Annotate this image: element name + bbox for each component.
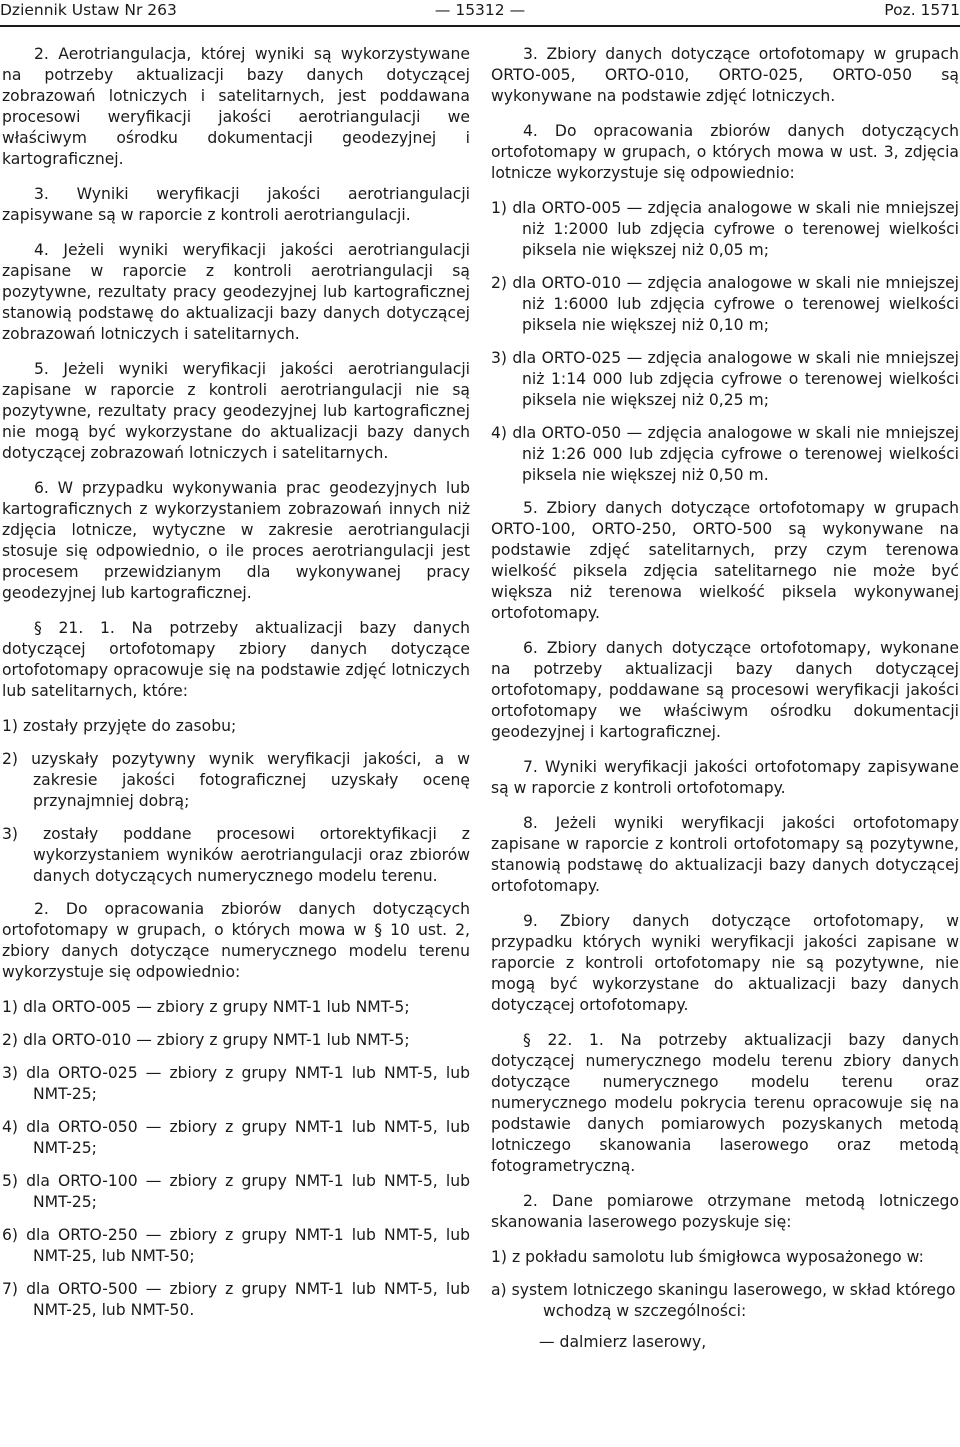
list-item: 1) dla ORTO-005 — zdjęcia analogowe w skali nie mniejszej niż 1:2000 lub zdjęcia cyfrowe o terenowej wielkości piksela nie większej niż 0,05 m; (491, 199, 959, 259)
list-item: 1) dla ORTO-005 — zbiory z grupy NMT-1 lub NMT-5; (2, 998, 410, 1016)
paragraph-7: 7. Wyniki weryfikacji jakości ortofotomapy zapisywane są w raporcie z kontroli ortofotomapy. (491, 758, 959, 797)
paragraph-5: 5. Zbiory danych dotyczące ortofotomapy w grupach ORTO-100, ORTO-250, ORTO-500 są wykonywane na podstawie zdjęć satelitarnych, przy czym terenowa wielkość piksela zdjęcia satelitarnego nie może być większa niż terenowa wielkość piksela wykonywanej ortofotomapy. (491, 499, 959, 622)
list-item: 2) dla ORTO-010 — zdjęcia analogowe w skali nie mniejszej niż 1:6000 lub zdjęcia cyfrowe o terenowej wielkości piksela nie większej niż 0,10 m; (491, 274, 959, 334)
list-item: 1) zostały przyjęte do zasobu; (2, 717, 237, 735)
paragraph-6: 6. W przypadku wykonywania prac geodezyjnych lub kartograficznych z wykorzystaniem zobrazowań innych niż zdjęcia lotnicze, wytyczne w zakresie aerotriangulacji stosuje się odpowiednio, o ile proces aerotriangulacji jest procesem przewidzianym dla wykonywanej pracy geodezyjnej lub kartograficznej. (2, 479, 470, 602)
section-21-paragraph-2: 2. Do opracowania zbiorów danych dotyczących ortofotomapy w grupach, o których mowa w § 10 ust. 2, zbiory danych dotyczące numerycznego modelu terenu wykorzystuje się odpowiednio: (2, 900, 470, 981)
page-header (0, 0, 960, 26)
list-item: 1) z pokładu samolotu lub śmigłowca wyposażonego w: (491, 1248, 924, 1266)
list-item: 2) uzyskały pozytywny wynik weryfikacji jakości, a w zakresie jakości fotograficznej uzyskały ocenę przynajmniej dobrą; (2, 750, 470, 810)
dash-list-item: — dalmierz laserowy, (539, 1333, 707, 1351)
section-21-paragraph-1: § 21. 1. Na potrzeby aktualizacji bazy danych dotyczącej ortofotomapy zbiory danych dotyczące ortofotomapy opracowuje się na podstawie zdjęć lotniczych lub satelitarnych, które: (2, 619, 470, 700)
paragraph-3: 3. Zbiory danych dotyczące ortofotomapy w grupach ORTO-005, ORTO-010, ORTO-025, ORTO-050 są wykonywane na podstawie zdjęć lotniczych. (491, 45, 959, 105)
list-item: 6) dla ORTO-250 — zbiory z grupy NMT-1 lub NMT-5, lub NMT-25, lub NMT-50; (2, 1226, 470, 1265)
paragraph-2: 2. Aerotriangulacja, której wyniki są wykorzystywane na potrzeby aktualizacji bazy danych dotyczącej zobrazowań lotniczych i satelitarnych, jest poddawana procesowi weryfikacji jakości aerotriangulacji we właściwym ośrodku dokumentacji geodezyjnej i kartograficznej. (2, 45, 470, 168)
paragraph-6: 6. Zbiory danych dotyczące ortofotomapy, wykonane na potrzeby aktualizacji bazy danych dotyczącej ortofotomapy, poddawane są procesowi weryfikacji jakości ortofotomapy we właściwym ośrodku dokumentacji geodezyjnej i kartograficznej. (491, 639, 959, 741)
position-number: Poz. 1571 (884, 1, 960, 19)
paragraph-4: 4. Do opracowania zbiorów danych dotyczących ortofotomapy w grupach, o których mowa w ust. 3, zdjęcia lotnicze wykorzystuje się odpowiednio: (491, 122, 959, 182)
paragraph-8: 8. Jeżeli wyniki weryfikacji jakości ortofotomapy zapisane w raporcie z kontroli ortofotomapy są pozytywne, stanowią podstawę do aktualizacji bazy danych dotyczącej ortofotomapy. (491, 814, 959, 895)
left-column (2, 44, 470, 1333)
list-item: 5) dla ORTO-100 — zbiory z grupy NMT-1 lub NMT-5, lub NMT-25; (2, 1172, 470, 1211)
page-number: — 15312 — (434, 1, 526, 19)
paragraph-5: 5. Jeżeli wyniki weryfikacji jakości aerotriangulacji zapisane w raporcie z kontroli aerotriangulacji nie są pozytywne, rezultaty pracy geodezyjnej lub kartograficznej nie mogą być wykorzystane do aktualizacji bazy danych dotyczącej zobrazowań lotniczych i satelitarnych. (2, 360, 470, 462)
section-22-paragraph-2: 2. Dane pomiarowe otrzymane metodą lotniczego skanowania laserowego pozyskuje się: (491, 1192, 959, 1231)
list-item: 3) dla ORTO-025 — zdjęcia analogowe w skali nie mniejszej niż 1:14 000 lub zdjęcia cyfrowe o terenowej wielkości piksela nie większej niż 0,25 m; (491, 349, 959, 409)
list-item: 7) dla ORTO-500 — zbiory z grupy NMT-1 lub NMT-5, lub NMT-25, lub NMT-50. (2, 1280, 470, 1319)
header-rule (0, 25, 960, 27)
sub-list-item: a) system lotniczego skaningu laserowego, w skład którego wchodzą w szczególności: (491, 1281, 956, 1320)
list-item: 4) dla ORTO-050 — zdjęcia analogowe w skali nie mniejszej niż 1:26 000 lub zdjęcia cyfrowe o terenowej wielkości piksela nie większej niż 0,50 m. (491, 424, 959, 484)
list-item: 4) dla ORTO-050 — zbiory z grupy NMT-1 lub NMT-5, lub NMT-25; (2, 1118, 470, 1157)
list-item: 3) dla ORTO-025 — zbiory z grupy NMT-1 lub NMT-5, lub NMT-25; (2, 1064, 470, 1103)
paragraph-3: 3. Wyniki weryfikacji jakości aerotriangulacji zapisywane są w raporcie z kontroli aerotriangulacji. (2, 185, 470, 224)
journal-title: Dziennik Ustaw Nr 263 (0, 1, 177, 19)
paragraph-4: 4. Jeżeli wyniki weryfikacji jakości aerotriangulacji zapisane w raporcie z kontroli aerotriangulacji są pozytywne, rezultaty pracy geodezyjnej lub kartograficznej stanowią podstawę do aktualizacji bazy danych dotyczącej zobrazowań lotniczych i satelitarnych. (2, 241, 470, 343)
right-column (491, 44, 959, 1363)
paragraph-9: 9. Zbiory danych dotyczące ortofotomapy, w przypadku których wyniki weryfikacji jakości zapisane w raporcie z kontroli ortofotomapy nie są pozytywne, nie mogą być wykorzystane do aktualizacji bazy danych dotyczącej ortofotomapy. (491, 912, 959, 1014)
list-item: 3) zostały poddane procesowi ortorektyfikacji z wykorzystaniem wyników aerotriangulacji oraz zbiorów danych dotyczących numerycznego modelu terenu. (2, 825, 470, 885)
section-22-paragraph-1: § 22. 1. Na potrzeby aktualizacji bazy danych dotyczącej numerycznego modelu terenu zbiory danych dotyczące numerycznego modelu terenu oraz numerycznego modelu pokrycia terenu opracowuje się na podstawie danych pomiarowych pozyskanych metodą lotniczego skanowania laserowego oraz metodą fotogrametryczną. (491, 1031, 959, 1175)
list-item: 2) dla ORTO-010 — zbiory z grupy NMT-1 lub NMT-5; (2, 1031, 410, 1049)
